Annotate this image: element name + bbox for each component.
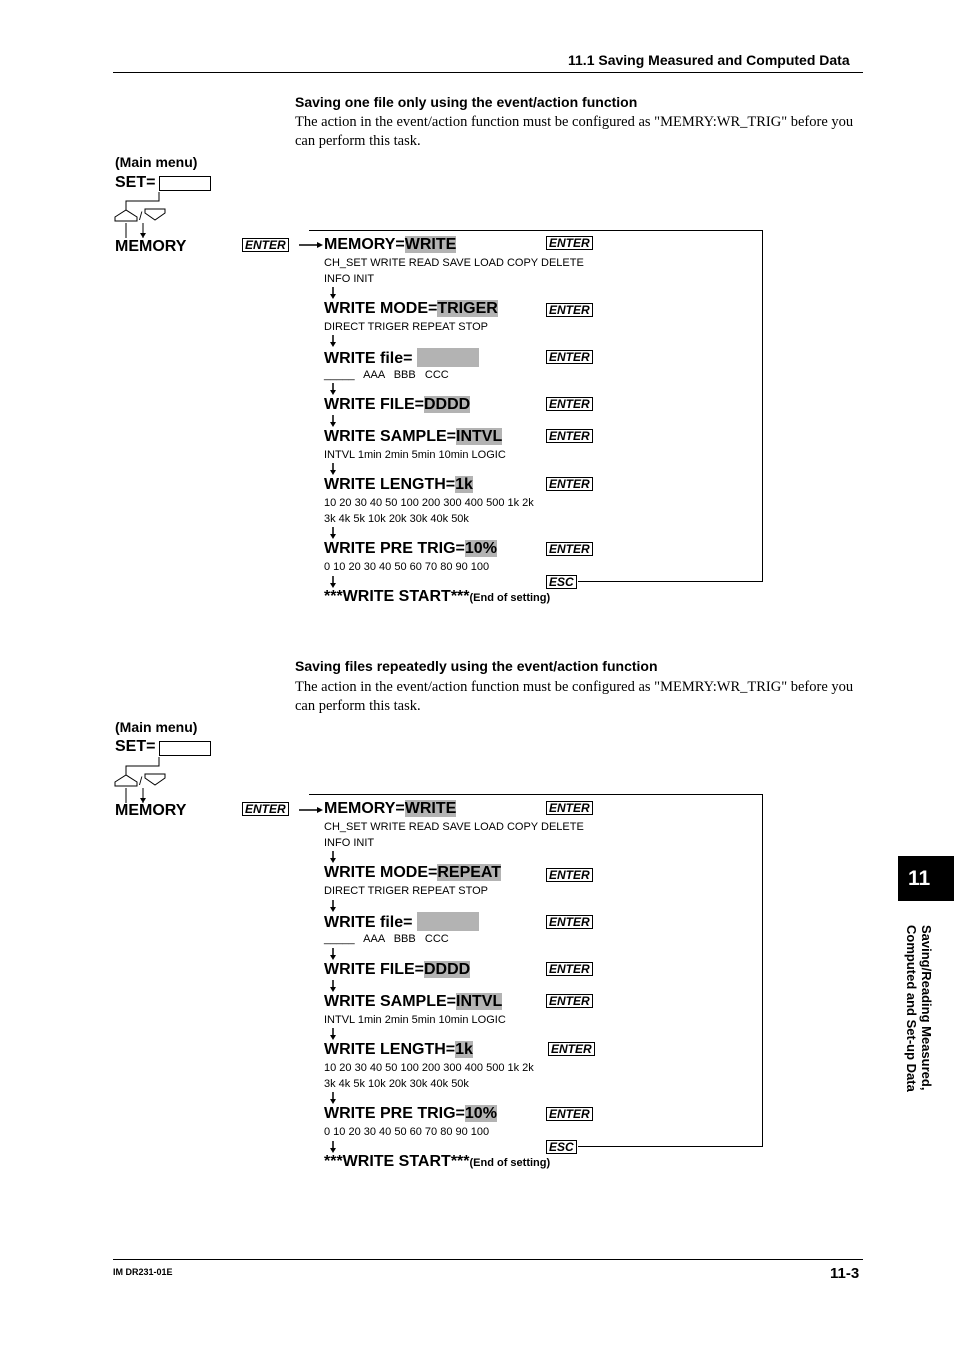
memory-options: CH_SET WRITE READ SAVE LOAD COPY DELETE xyxy=(324,257,584,269)
write-file-options: _____ AAA BBB CCC xyxy=(324,933,449,945)
write-file-param: WRITE file= xyxy=(324,912,479,932)
write-length-param: WRITE LENGTH=1k xyxy=(324,1041,473,1058)
enter-key: ENTER xyxy=(546,962,593,976)
up-down-keys-icon xyxy=(113,757,173,807)
enter-key: ENTER xyxy=(546,868,593,882)
write-sample-param: WRITE SAMPLE=INTVL xyxy=(324,993,503,1010)
arrow-right-icon xyxy=(298,805,324,815)
memory-label: MEMORY xyxy=(115,238,187,255)
memory-value: WRITE xyxy=(404,800,457,817)
main-menu-label: (Main menu) xyxy=(115,154,198,170)
write-pretrig-value: 10% xyxy=(464,1105,497,1122)
memory-param: MEMORY=WRITE xyxy=(324,236,457,253)
write-length-options: 10 20 30 40 50 100 200 300 400 500 1k 2k xyxy=(324,497,534,509)
memory-value: WRITE xyxy=(404,236,457,253)
write-mode-value: REPEAT xyxy=(437,864,502,881)
section-description: The action in the event/action function must be configured as "MEMRY:WR_TRIG" before you can perform this task. xyxy=(295,679,854,714)
running-header: 11.1 Saving Measured and Computed Data xyxy=(568,52,850,68)
write-length-options: 10 20 30 40 50 100 200 300 400 500 1k 2k xyxy=(324,1062,534,1074)
file-name-value: DDDD xyxy=(424,961,471,978)
enter-key: ENTER xyxy=(242,802,289,816)
svg-text:/: / xyxy=(139,774,143,788)
enter-key: ENTER xyxy=(546,397,593,411)
enter-key: ENTER xyxy=(242,238,289,252)
enter-key: ENTER xyxy=(546,236,593,250)
memory-options-2: INFO INIT xyxy=(324,273,375,285)
write-file-name-param: WRITE FILE=DDDD xyxy=(324,961,471,978)
enter-key: ENTER xyxy=(546,1107,593,1121)
write-length-value: 1k xyxy=(455,476,473,493)
set-display-box xyxy=(159,176,211,191)
svg-text:/: / xyxy=(139,209,143,223)
write-file-name-param: WRITE FILE=DDDD xyxy=(324,396,471,413)
write-mode-options: DIRECT TRIGER REPEAT STOP xyxy=(324,885,489,897)
write-start: ***WRITE START***(End of setting) xyxy=(324,588,551,605)
enter-key: ENTER xyxy=(546,801,593,815)
loop-right-line xyxy=(762,230,763,582)
memory-label: MEMORY xyxy=(115,802,187,819)
write-pretrig-param: WRITE PRE TRIG=10% xyxy=(324,540,497,557)
write-sample-value: INTVL xyxy=(456,428,503,445)
section-description: The action in the event/action function must be configured as "MEMRY:WR_TRIG" before you can perform this task. xyxy=(295,114,854,149)
write-sample-options: INTVL 1min 2min 5min 10min LOGIC xyxy=(324,449,506,461)
section-title: Saving one file only using the event/action function xyxy=(295,94,638,110)
write-file-options: _____ AAA BBB CCC xyxy=(324,369,449,381)
set-label: SET= xyxy=(115,174,156,191)
arrow-right-icon xyxy=(298,240,324,250)
write-sample-options: INTVL 1min 2min 5min 10min LOGIC xyxy=(324,1014,506,1026)
end-of-setting-note: (End of setting) xyxy=(469,592,551,604)
side-title-line-1: Saving/Reading Measured, xyxy=(919,925,934,1091)
header-rule xyxy=(113,72,863,73)
write-sample-param: WRITE SAMPLE=INTVL xyxy=(324,428,503,445)
write-start: ***WRITE START***(End of setting) xyxy=(324,1153,551,1170)
loop-right-line xyxy=(762,794,763,1147)
write-pretrig-value: 10% xyxy=(464,540,497,557)
enter-key: ENTER xyxy=(548,1042,595,1056)
write-pretrig-options: 0 10 20 30 40 50 60 70 80 90 100 xyxy=(324,1126,490,1138)
esc-key: ESC xyxy=(546,575,577,589)
write-length-options-2: 3k 4k 5k 10k 20k 30k 40k 50k xyxy=(324,513,469,525)
memory-options-2: INFO INIT xyxy=(324,837,375,849)
enter-key: ENTER xyxy=(546,915,593,929)
esc-return-line xyxy=(578,1146,763,1147)
memory-param: MEMORY=WRITE xyxy=(324,800,457,817)
section-title: Saving files repeatedly using the event/action function xyxy=(295,658,658,674)
enter-key: ENTER xyxy=(546,477,593,491)
write-sample-value: INTVL xyxy=(456,993,503,1010)
enter-key: ENTER xyxy=(546,994,593,1008)
loop-top-line xyxy=(309,230,763,231)
enter-key: ENTER xyxy=(546,303,593,317)
write-mode-options: DIRECT TRIGER REPEAT STOP xyxy=(324,321,489,333)
file-name-box xyxy=(417,912,479,931)
chapter-side-title xyxy=(904,925,934,1092)
write-length-param: WRITE LENGTH=1k xyxy=(324,476,473,493)
main-menu-label: (Main menu) xyxy=(115,719,198,735)
end-of-setting-note: (End of setting) xyxy=(469,1157,551,1169)
esc-return-line xyxy=(578,581,763,582)
write-length-options-2: 3k 4k 5k 10k 20k 30k 40k 50k xyxy=(324,1078,469,1090)
write-pretrig-param: WRITE PRE TRIG=10% xyxy=(324,1105,497,1122)
page-number: 11-3 xyxy=(830,1265,860,1282)
write-mode-param: WRITE MODE=REPEAT xyxy=(324,864,502,881)
file-name-box xyxy=(417,348,479,367)
set-label: SET= xyxy=(115,738,156,755)
up-down-keys-icon xyxy=(113,192,173,242)
enter-key: ENTER xyxy=(546,429,593,443)
loop-top-line xyxy=(309,794,763,795)
side-title-line-2: Computed and Set-up Data xyxy=(904,925,919,1092)
esc-key: ESC xyxy=(546,1140,577,1154)
write-mode-value: TRIGER xyxy=(437,300,498,317)
write-pretrig-options: 0 10 20 30 40 50 60 70 80 90 100 xyxy=(324,561,490,573)
enter-key: ENTER xyxy=(546,350,593,364)
write-mode-param: WRITE MODE=TRIGER xyxy=(324,300,498,317)
file-name-value: DDDD xyxy=(424,396,471,413)
set-display-box xyxy=(159,741,211,756)
write-length-value: 1k xyxy=(455,1041,473,1058)
enter-key: ENTER xyxy=(546,542,593,556)
footer-rule xyxy=(113,1259,863,1260)
document-id: IM DR231-01E xyxy=(113,1267,173,1277)
chapter-tab: 11 xyxy=(898,856,954,901)
memory-options: CH_SET WRITE READ SAVE LOAD COPY DELETE xyxy=(324,821,584,833)
write-file-param: WRITE file= xyxy=(324,348,479,368)
